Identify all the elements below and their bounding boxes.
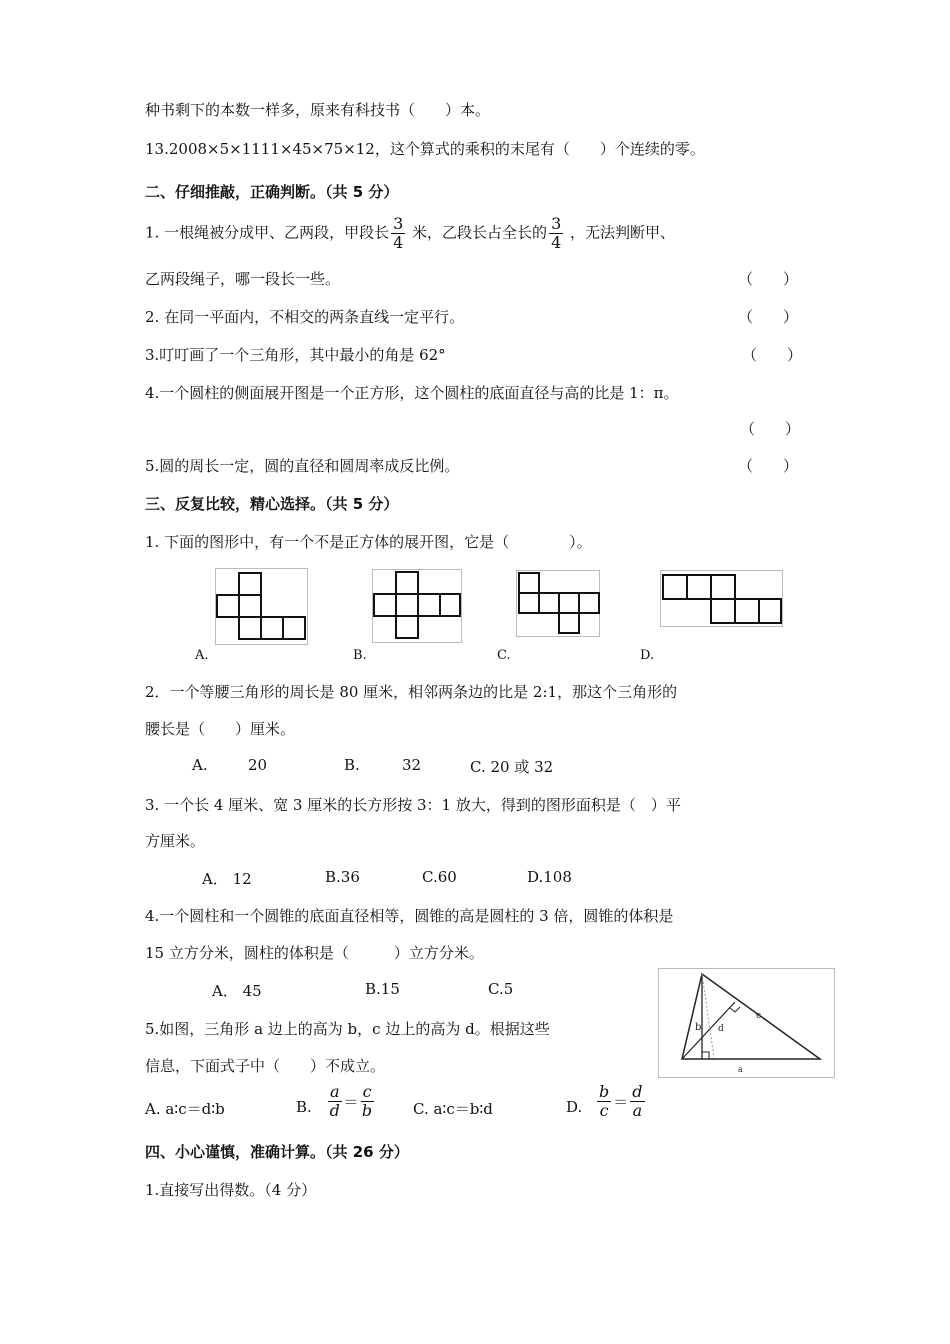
option-b-label: B. xyxy=(353,648,367,663)
judge-1-text-c: ，无法判断甲、 xyxy=(565,223,676,242)
triangle-figure xyxy=(658,968,836,1079)
option-d-label: D. xyxy=(640,648,655,663)
choice-3-option-c: C.60 xyxy=(422,868,457,886)
fraction-b-over-c: $\frac{b}{c}$ xyxy=(599,1082,610,1120)
section-3-heading: 三、反复比较，精心选择。（共 5 分） xyxy=(145,495,399,513)
choice-5-option-a: A. a∶c＝d∶b xyxy=(145,1100,225,1118)
label-c: c xyxy=(756,1011,762,1021)
choice-2-option-c: C. 20 或 32 xyxy=(470,758,554,776)
choice-3-line-2: 方厘米。 xyxy=(145,832,206,850)
choice-5-option-d-label: D. xyxy=(566,1098,583,1116)
judge-1-line-2: 乙两段绳子，哪一段长一些。 xyxy=(145,270,341,288)
judge-4: 4.一个圆柱的侧面展开图是一个正方形，这个圆柱的底面直径与高的比是 1：π。 xyxy=(145,384,679,402)
option-c-label: C. xyxy=(497,648,511,663)
choice-2-option-b: B. xyxy=(344,756,360,774)
judge-3: 3.叮叮画了一个三角形，其中最小的角是 62° xyxy=(145,346,446,364)
cube-net-figure-b xyxy=(372,569,464,644)
choice-2-line-1: 2．一个等腰三角形的周长是 80 厘米，相邻两条边的比是 2:1，那这个三角形的 xyxy=(145,683,678,701)
cube-net-figure-c xyxy=(516,570,601,638)
section-2-heading: 二、仔细推敲，正确判断。（共 5 分） xyxy=(145,183,399,201)
calc-question-1: 1.直接写出得数。（4 分） xyxy=(145,1181,317,1199)
choice-5-option-d-formula xyxy=(595,1084,647,1119)
fraction-d-over-a: $\frac{d}{a}$ xyxy=(632,1082,643,1120)
judge-1-text-a: 1. 一根绳被分成甲、乙两段，甲段长 xyxy=(145,223,390,242)
answer-paren: （ ） xyxy=(738,308,799,326)
equals-sign: ＝ xyxy=(613,1093,629,1111)
choice-5-option-b-label: B. xyxy=(296,1098,312,1116)
choice-3-option-d: D.108 xyxy=(527,868,572,886)
answer-paren: （ ） xyxy=(740,420,801,438)
judge-5: 5.圆的周长一定，圆的直径和圆周率成反比例。 xyxy=(145,457,460,475)
judge-1-text-b: 米，乙段长占全长的 xyxy=(407,223,548,242)
equals-sign: ＝ xyxy=(343,1093,359,1111)
choice-5-line-2: 信息，下面式子中（ ）不成立。 xyxy=(145,1057,386,1075)
choice-2-line-2: 腰长是（ ）厘米。 xyxy=(145,720,296,738)
fraction-three-quarters-2: $\frac{3}{4}$ xyxy=(551,214,562,252)
cube-net-figure-a xyxy=(215,568,310,646)
cube-net-figure-d xyxy=(660,570,785,628)
judge-2: 2. 在同一平面内，不相交的两条直线一定平行。 xyxy=(145,308,465,326)
choice-3-line-1: 3. 一个长 4 厘米、宽 3 厘米的长方形按 3：1 放大，得到的图形面积是（ ）平 xyxy=(145,796,681,814)
choice-4-option-a: A． 45 xyxy=(212,982,262,1000)
choice-5-option-b-formula xyxy=(326,1084,376,1119)
answer-paren: （ ） xyxy=(738,270,799,288)
choice-5-line-1: 5.如图，三角形 a 边上的高为 b，c 边上的高为 d。根据这些 xyxy=(145,1020,550,1038)
fraction-a-over-d: $\frac{a}{d}$ xyxy=(329,1082,340,1120)
choice-5-option-c: C. a∶c＝b∶d xyxy=(413,1100,493,1118)
choice-1: 1. 下面的图形中，有一个不是正方体的展开图，它是（ ）。 xyxy=(145,533,592,551)
choice-4-option-b: B.15 xyxy=(365,980,400,998)
fraction-three-quarters: $\frac{3}{4}$ xyxy=(393,214,404,252)
choice-4-line-1: 4.一个圆柱和一个圆锥的底面直径相等，圆锥的高是圆柱的 3 倍，圆锥的体积是 xyxy=(145,907,674,925)
section-4-heading: 四、小心谨慎，准确计算。（共 26 分） xyxy=(145,1143,409,1161)
question-13: 13.2008×5×1111×45×75×12，这个算式的乘积的末尾有（ ）个连续的零。 xyxy=(145,140,705,158)
judge-1 xyxy=(145,216,675,251)
label-d: d xyxy=(718,1024,724,1034)
choice-2-option-a: A. xyxy=(192,756,208,774)
question-12-continuation: 种书剩下的本数一样多，原来有科技书（ ）本。 xyxy=(145,101,491,119)
choice-2-option-b-value: 32 xyxy=(402,756,422,774)
fraction-c-over-b: $\frac{c}{b}$ xyxy=(361,1082,373,1120)
choice-4-option-c: C.5 xyxy=(488,980,514,998)
choice-4-line-2: 15 立方分米，圆柱的体积是（ ）立方分米。 xyxy=(145,944,484,962)
answer-paren: （ ） xyxy=(738,457,799,475)
answer-paren: （ ） xyxy=(742,346,803,364)
label-b: b xyxy=(695,1022,702,1033)
choice-3-option-b: B.36 xyxy=(325,868,360,886)
option-a-label: A. xyxy=(195,648,209,663)
label-a: a xyxy=(738,1065,743,1074)
choice-2-option-a-value: 20 xyxy=(248,756,268,774)
choice-3-option-a: A． 12 xyxy=(202,870,252,888)
